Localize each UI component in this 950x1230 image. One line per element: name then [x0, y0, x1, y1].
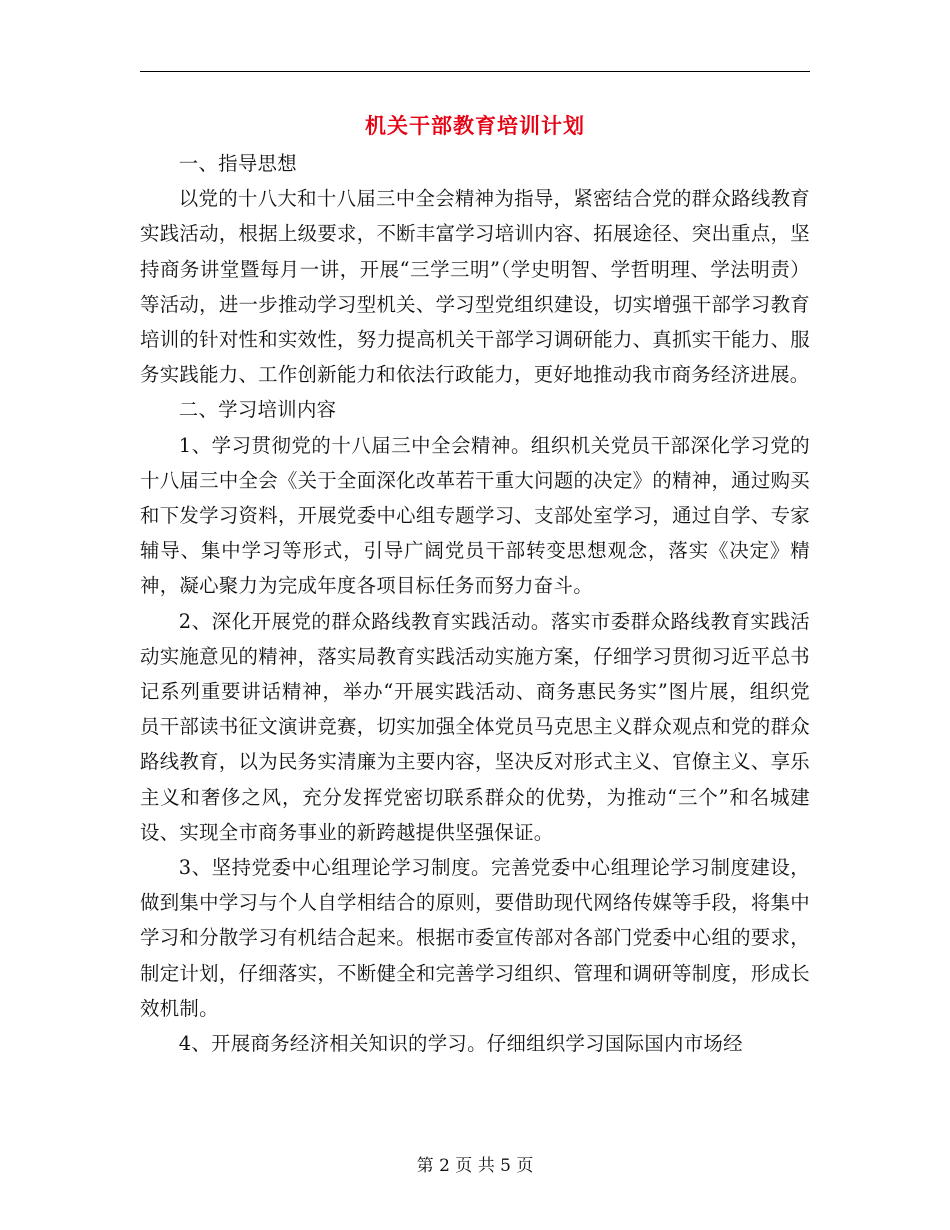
document-title: 机关干部教育培训计划	[365, 113, 585, 138]
document-body	[140, 146, 810, 1061]
section-heading-guiding-thought: 一、指导思想	[178, 152, 297, 175]
header-rule	[140, 71, 810, 72]
section-heading-training-content: 二、学习培训内容	[178, 398, 337, 422]
paragraph-guiding-thought: 以党的十八大和十八届三中全会精神为指导，紧密结合党的群众路线教育实践活动，根据上级要求，不断丰富学习培训内容、拓展途径、突出重点，坚持商务讲堂暨每月一讲，开展“三学三明”（学史明智、学哲明理、学法明责）等活动，进一步推动学习型机关、学习型党组织建设，切实增强干部学习教育培训的针对性和实效性，努力提高机关干部学习调研能力、真抓实干能力、服务实践能力、工作创新能力和依法行政能力，更好地推动我市商务经济进展。	[140, 187, 810, 387]
paragraph-item-2: 2、深化开展党的群众路线教育实践活动。落实市委群众路线教育实践活动实施意见的精神，落实局教育实践活动实施方案，仔细学习贯彻习近平总书记系列重要讲话精神，举办“开展实践活动、商务惠民务实”图片展，组织党员干部读书征文演讲竞赛，切实加强全体党员马克思主义群众观点和党的群众路线教育，以为民务实清廉为主要内容，坚决反对形式主义、官僚主义、享乐主义和奢侈之风，充分发挥党密切联系群众的优势，为推动“三个”和名城建设、实现全市商务事业的新跨越提供坚强保证。	[140, 609, 810, 844]
paragraph-item-1: 1、学习贯彻党的十八届三中全会精神。组织机关党员干部深化学习党的十八届三中全会《关于全面深化改革若干重大问题的决定》的精神，通过购买和下发学习资料，开展党委中心组专题学习、支部处室学习，通过自学、专家辅导、集中学习等形式，引导广阔党员干部转变思想观念，落实《决定》精神，凝心聚力为完成年度各项目标任务而努力奋斗。	[140, 433, 810, 598]
paragraph-item-3: 3、坚持党委中心组理论学习制度。完善党委中心组理论学习制度建设，做到集中学习与个人自学相结合的原则，要借助现代网络传媒等手段，将集中学习和分散学习有机结合起来。根据市委宣传部对各部门党委中心组的要求，制定计划，仔细落实，不断健全和完善学习组织、管理和调研等制度，形成长效机制。	[140, 856, 810, 1020]
paragraph-item-4: 4、开展商务经济相关知识的学习。仔细组织学习国际国内市场经	[178, 1032, 743, 1056]
page-number-footer: 第 2 页 共 5 页	[416, 1156, 534, 1176]
